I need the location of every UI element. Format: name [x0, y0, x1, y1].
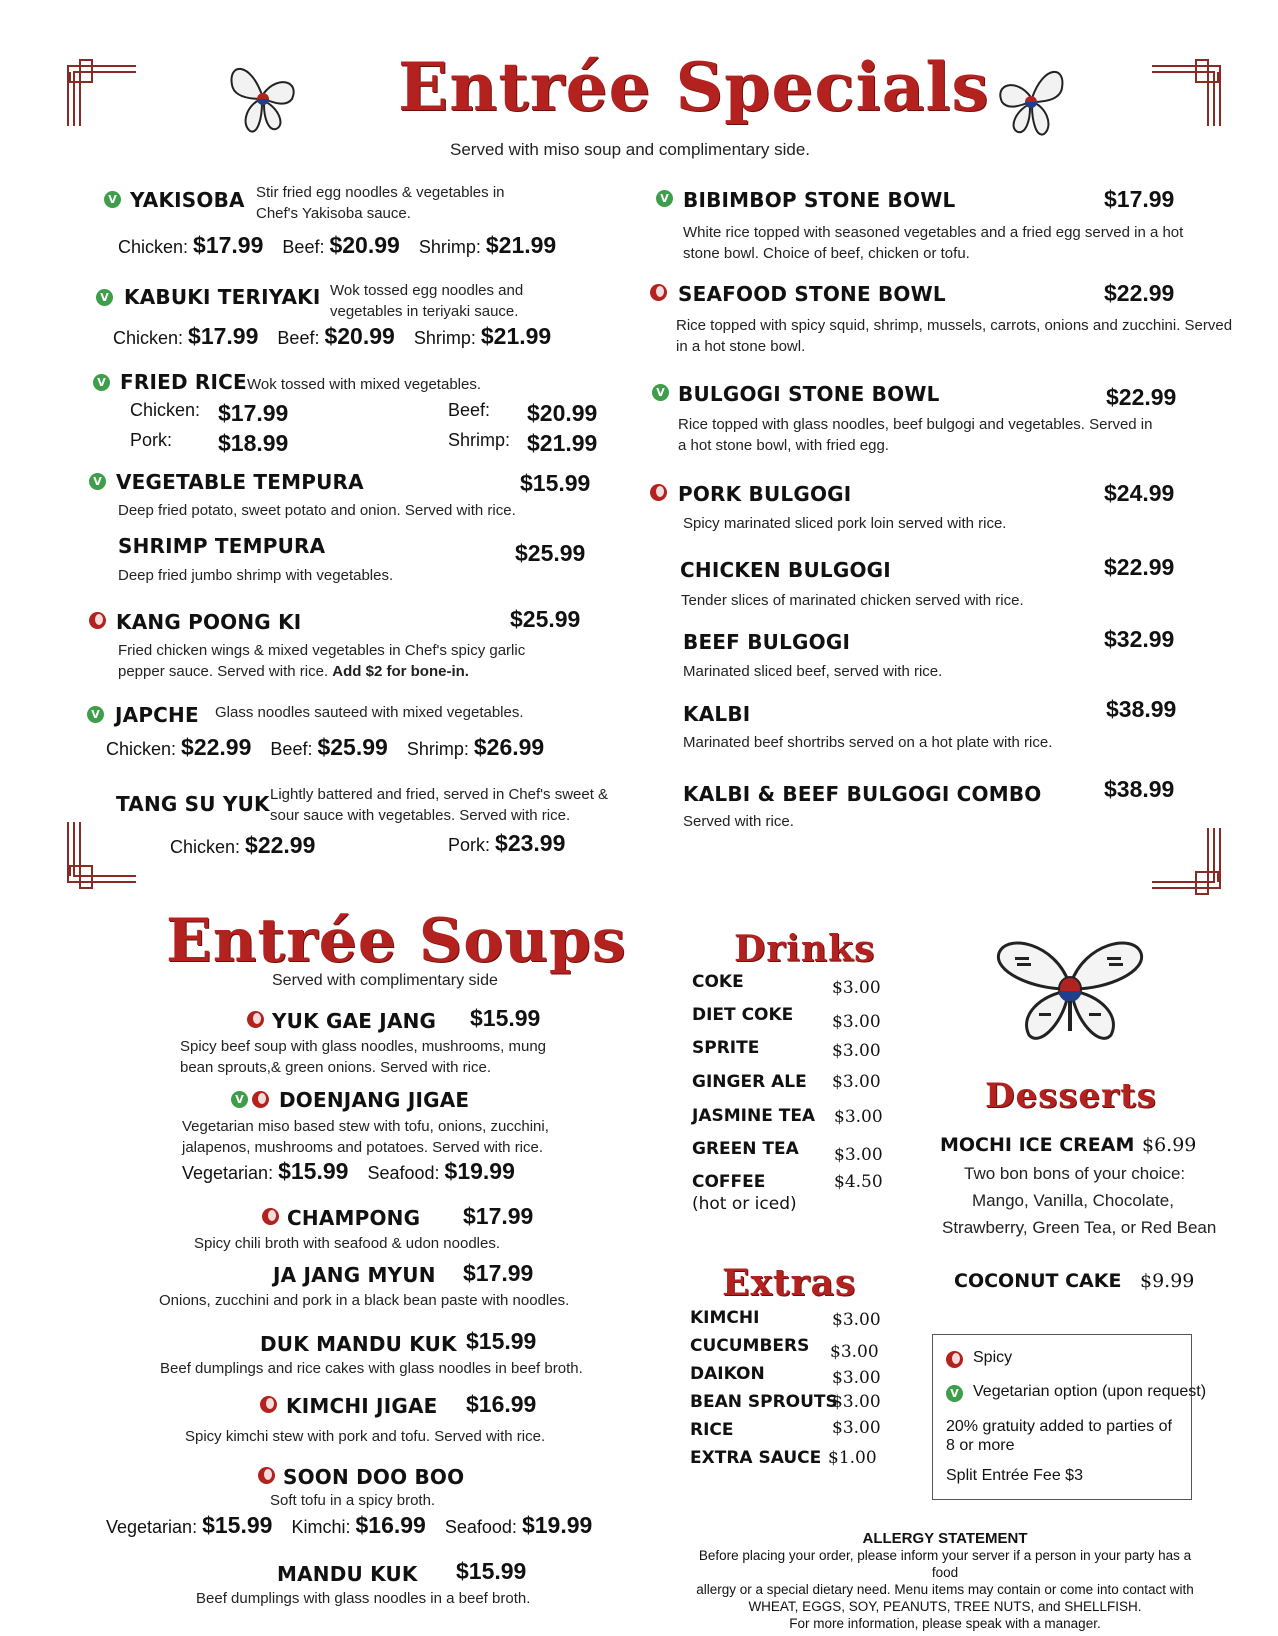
item-name: BEEF BULGOGI [683, 630, 851, 654]
vegetarian-icon: V [231, 1091, 248, 1108]
item-description: Wok tossed with mixed vegetables. [247, 376, 482, 393]
desserts-title: Desserts [985, 1076, 1157, 1116]
item-description: Deep fried potato, sweet potato and onion. Served with rice. [118, 502, 516, 519]
price-label: Vegetarian: [106, 1517, 198, 1537]
butterfly-icon [220, 55, 304, 139]
corner-ornament-top-right [1150, 52, 1222, 128]
extra-name: CUCUMBERS [690, 1336, 810, 1356]
price-row [218, 430, 288, 457]
price: $21.99 [527, 430, 598, 456]
price-label: Shrimp: [418, 237, 481, 257]
price-row [527, 430, 597, 457]
item-name: TANG SU YUK [116, 792, 270, 816]
item-name: KANG POONG KI [116, 610, 302, 634]
spicy-icon [258, 1467, 275, 1484]
drink-price: $4.50 [834, 1172, 883, 1192]
item-price: $17.99 [463, 1203, 534, 1229]
vegetarian-icon: V [87, 706, 104, 723]
butterfly-icon [995, 935, 1145, 1047]
drink-price: $3.00 [832, 1041, 881, 1061]
extra-price: $3.00 [832, 1368, 881, 1388]
price: $20.99 [329, 232, 400, 258]
item-price: $22.99 [1104, 554, 1175, 580]
item-name: YAKISOBA [130, 188, 245, 212]
drink-name: DIET COKE [692, 1005, 794, 1025]
price-label: Seafood: [367, 1163, 440, 1183]
description-text: Fried chicken wings & mixed vegetables in Chef's spicy garlic pepper sauce. Served with rice. [118, 642, 526, 680]
item-price: $15.99 [456, 1558, 527, 1584]
allergy-statement [690, 1530, 1200, 1632]
dessert-description: Strawberry, Green Tea, or Red Bean [942, 1218, 1217, 1237]
extra-price: $3.00 [832, 1418, 881, 1438]
item-description: Spicy kimchi stew with pork and tofu. Served with rice. [185, 1428, 546, 1445]
drink-price: $3.00 [834, 1107, 883, 1127]
item-description: Beef dumplings and rice cakes with glass noodles in beef broth. [160, 1360, 583, 1377]
extra-name: DAIKON [690, 1364, 765, 1384]
price: $23.99 [495, 830, 566, 856]
item-name: BIBIMBOP STONE BOWL [683, 188, 956, 212]
item-name: KALBI [683, 702, 751, 726]
price-row [130, 400, 200, 421]
drink-name: JASMINE TEA [692, 1106, 816, 1126]
extra-name: EXTRA SAUCE [690, 1448, 822, 1468]
item-description: Spicy chili broth with seafood & udon noodles. [194, 1235, 501, 1252]
vegetarian-icon: V [96, 289, 113, 306]
extra-name: KIMCHI [690, 1308, 760, 1328]
price-row [182, 1158, 515, 1185]
drink-name: COFFEE [692, 1172, 766, 1192]
drink-name: SPRITE [692, 1038, 760, 1058]
extra-price: $1.00 [828, 1448, 877, 1468]
price: $18.99 [218, 430, 289, 456]
price-row [448, 400, 490, 421]
price-label: Beef: [277, 328, 320, 348]
price-label: Pork: [448, 835, 491, 855]
vegetarian-icon: V [93, 374, 110, 391]
drink-price: $3.00 [834, 1145, 883, 1165]
dessert-name: COCONUT CAKE [954, 1270, 1122, 1292]
price-label: Chicken: [118, 237, 189, 257]
price-label: Beef: [270, 739, 313, 759]
item-description: Marinated beef shortribs served on a hot plate with rice. [683, 734, 1053, 751]
item-name: PORK BULGOGI [678, 482, 852, 506]
price-label: Shrimp: [448, 430, 511, 450]
allergy-title: ALLERGY STATEMENT [862, 1530, 1028, 1547]
page-subtitle: Served with miso soup and complimentary side. [450, 140, 810, 159]
price: $15.99 [278, 1158, 349, 1184]
item-name: JA JANG MYUN [273, 1263, 436, 1287]
item-description: Tender slices of marinated chicken served with rice. [681, 592, 1024, 609]
vegetarian-icon: V [652, 384, 669, 401]
extra-price: $3.00 [832, 1310, 881, 1330]
legend-spicy: Spicy [973, 1349, 1013, 1366]
item-description: Onions, zucchini and pork in a black bean paste with noodles. [159, 1292, 570, 1309]
item-description: Lightly battered and fried, served in Chef's sweet & sour sauce with vegetables. Served with rice. [270, 786, 609, 824]
price-row [118, 232, 556, 259]
item-name: DUK MANDU KUK [260, 1332, 457, 1356]
price-label: Beef: [448, 400, 491, 420]
price-row [170, 832, 315, 859]
item-description: Rice topped with spicy squid, shrimp, mussels, carrots, onions and zucchini. Served in a hot stone bowl. [676, 317, 1233, 355]
price: $20.99 [527, 400, 598, 426]
item-price: $24.99 [1104, 480, 1175, 506]
dessert-price: $6.99 [1142, 1134, 1197, 1156]
extras-title: Extras [722, 1262, 857, 1304]
item-name: CHAMPONG [287, 1206, 421, 1230]
item-name: BULGOGI STONE BOWL [678, 382, 940, 406]
item-name: VEGETABLE TEMPURA [116, 470, 364, 494]
price-row [448, 830, 565, 857]
item-description: Stir fried egg noodles & vegetables in Chef's Yakisoba sauce. [256, 184, 505, 222]
price: $22.99 [181, 734, 252, 760]
vegetarian-icon: V [89, 473, 106, 490]
item-description [118, 640, 568, 682]
price: $17.99 [218, 400, 289, 426]
allergy-line: allergy or a special dietary need. Menu items may contain or come into contact with [696, 1582, 1194, 1597]
item-name: FRIED RICE [120, 370, 247, 394]
price-row [130, 430, 172, 451]
price-label: Shrimp: [406, 739, 469, 759]
price-label: Shrimp: [413, 328, 476, 348]
dessert-description: Mango, Vanilla, Chocolate, [972, 1191, 1174, 1210]
drink-name: GINGER ALE [692, 1072, 807, 1092]
price: $16.99 [355, 1512, 426, 1538]
item-description: Deep fried jumbo shrimp with vegetables. [118, 567, 394, 584]
price: $26.99 [473, 734, 545, 760]
price-row [106, 734, 544, 761]
corner-ornament-mid-left [66, 820, 138, 892]
item-description: Soft tofu in a spicy broth. [270, 1492, 436, 1509]
corner-ornament-top-left [66, 52, 138, 128]
spicy-icon [247, 1011, 264, 1028]
legend-box [932, 1334, 1207, 1500]
dessert-price: $9.99 [1140, 1270, 1195, 1292]
spicy-icon [650, 484, 667, 501]
price: $22.99 [245, 832, 316, 858]
price: $15.99 [202, 1512, 273, 1538]
vegetarian-icon: V [656, 190, 673, 207]
item-name: DOENJANG JIGAE [279, 1088, 470, 1112]
price: $25.99 [317, 734, 388, 760]
page-title: Entrée Specials [398, 48, 990, 126]
drink-price: $3.00 [832, 978, 881, 998]
spicy-icon [946, 1351, 963, 1368]
spicy-icon [650, 284, 667, 301]
item-name: MANDU KUK [277, 1562, 418, 1586]
price-row [527, 400, 597, 427]
price: $21.99 [480, 323, 552, 349]
price-label: Chicken: [113, 328, 184, 348]
drink-name: COKE [692, 972, 744, 992]
price-row [106, 1512, 592, 1539]
allergy-line: For more information, please speak with a manager. [789, 1616, 1101, 1631]
price: $17.99 [193, 232, 264, 258]
item-description: Glass noodles sauteed with mixed vegetables. [215, 704, 524, 721]
extra-price: $3.00 [832, 1392, 881, 1412]
item-description: Beef dumplings with glass noodles in a beef broth. [196, 1590, 531, 1607]
price: $19.99 [521, 1512, 593, 1538]
item-price: $25.99 [515, 540, 586, 566]
item-description: White rice topped with seasoned vegetables and a fried egg served in a hot stone bowl. Choice of beef, chicken or tofu. [683, 224, 1184, 262]
drink-price: $3.00 [832, 1012, 881, 1032]
item-name: SOON DOO BOO [283, 1465, 465, 1489]
price-label: Seafood: [444, 1517, 517, 1537]
item-description: Rice topped with glass noodles, beef bulgogi and vegetables. Served in a hot stone bowl, with fried egg. [678, 416, 1153, 454]
price: $21.99 [485, 232, 557, 258]
spicy-icon [89, 612, 106, 629]
item-price: $17.99 [1104, 186, 1175, 212]
drink-price: $3.00 [832, 1072, 881, 1092]
item-price: $15.99 [520, 470, 591, 496]
dessert-description: Two bon bons of your choice: [964, 1164, 1186, 1183]
item-name: KIMCHI JIGAE [286, 1394, 438, 1418]
soups-title: Entrée Soups [166, 906, 627, 976]
item-price: $16.99 [466, 1391, 537, 1417]
price-row [113, 323, 551, 350]
item-price: $15.99 [466, 1328, 537, 1354]
price: $20.99 [324, 323, 395, 349]
price-label: Vegetarian: [182, 1163, 274, 1183]
soups-subtitle: Served with complimentary side [272, 972, 498, 989]
spicy-icon [262, 1208, 279, 1225]
vegetarian-icon: V [104, 191, 121, 208]
item-description: Spicy marinated sliced pork loin served with rice. [683, 515, 1007, 532]
price-label: Chicken: [106, 739, 177, 759]
price-label: Pork: [130, 430, 173, 450]
item-price: $15.99 [470, 1005, 541, 1031]
item-description: Served with rice. [683, 813, 794, 830]
price-label: Kimchi: [291, 1517, 351, 1537]
price-row [448, 430, 510, 451]
item-name: YUK GAE JANG [272, 1009, 437, 1033]
description-note: Add $2 for bone-in. [332, 663, 469, 680]
item-name: KABUKI TERIYAKI [124, 285, 321, 309]
allergy-line: WHEAT, EGGS, SOY, PEANUTS, TREE NUTS, and SHELLFISH. [748, 1599, 1142, 1614]
allergy-line: Before placing your order, please inform your server if a person in your party has a food [698, 1548, 1192, 1580]
legend-gratuity: 20% gratuity added to parties of 8 or more [946, 1418, 1172, 1454]
dessert-name: MOCHI ICE CREAM [940, 1134, 1135, 1156]
butterfly-icon [990, 58, 1074, 142]
drink-note: (hot or iced) [692, 1194, 797, 1214]
spicy-icon [252, 1091, 269, 1108]
item-price: $38.99 [1106, 696, 1177, 722]
item-description: Wok tossed egg noodles and vegetables in teriyaki sauce. [330, 282, 524, 320]
item-description: Spicy beef soup with glass noodles, mushrooms, mung bean sprouts,& green onions. Served with rice. [180, 1038, 547, 1076]
corner-ornament-mid-right [1150, 826, 1222, 898]
legend-vegetarian: Vegetarian option (upon request) [973, 1383, 1207, 1400]
item-price: $25.99 [510, 606, 581, 632]
item-price: $22.99 [1106, 384, 1177, 410]
item-name: SHRIMP TEMPURA [118, 534, 326, 558]
drinks-title: Drinks [734, 928, 876, 970]
price-label: Chicken: [130, 400, 201, 420]
price: $19.99 [444, 1158, 515, 1184]
item-name: CHICKEN BULGOGI [680, 558, 891, 582]
extra-price: $3.00 [830, 1342, 879, 1362]
price-label: Beef: [282, 237, 325, 257]
spicy-icon [260, 1396, 277, 1413]
extra-name: BEAN SPROUTS [690, 1392, 838, 1412]
price-row [218, 400, 288, 427]
item-name: SEAFOOD STONE BOWL [678, 282, 946, 306]
extra-name: RICE [690, 1420, 734, 1440]
item-name: KALBI & BEEF BULGOGI COMBO [683, 782, 1042, 806]
price: $17.99 [188, 323, 259, 349]
item-price: $22.99 [1104, 280, 1175, 306]
item-name: JAPCHE [115, 703, 199, 727]
item-price: $38.99 [1104, 776, 1175, 802]
item-price: $32.99 [1104, 626, 1175, 652]
drink-name: GREEN TEA [692, 1139, 799, 1159]
item-description: Marinated sliced beef, served with rice. [683, 663, 943, 680]
legend-split-fee: Split Entrée Fee $3 [946, 1467, 1083, 1484]
item-price: $17.99 [463, 1260, 534, 1286]
vegetarian-icon: V [946, 1385, 963, 1402]
item-description: Vegetarian miso based stew with tofu, onions, zucchini, jalapenos, mushrooms and potatoes. Served with rice. [182, 1118, 549, 1156]
price-label: Chicken: [170, 837, 241, 857]
